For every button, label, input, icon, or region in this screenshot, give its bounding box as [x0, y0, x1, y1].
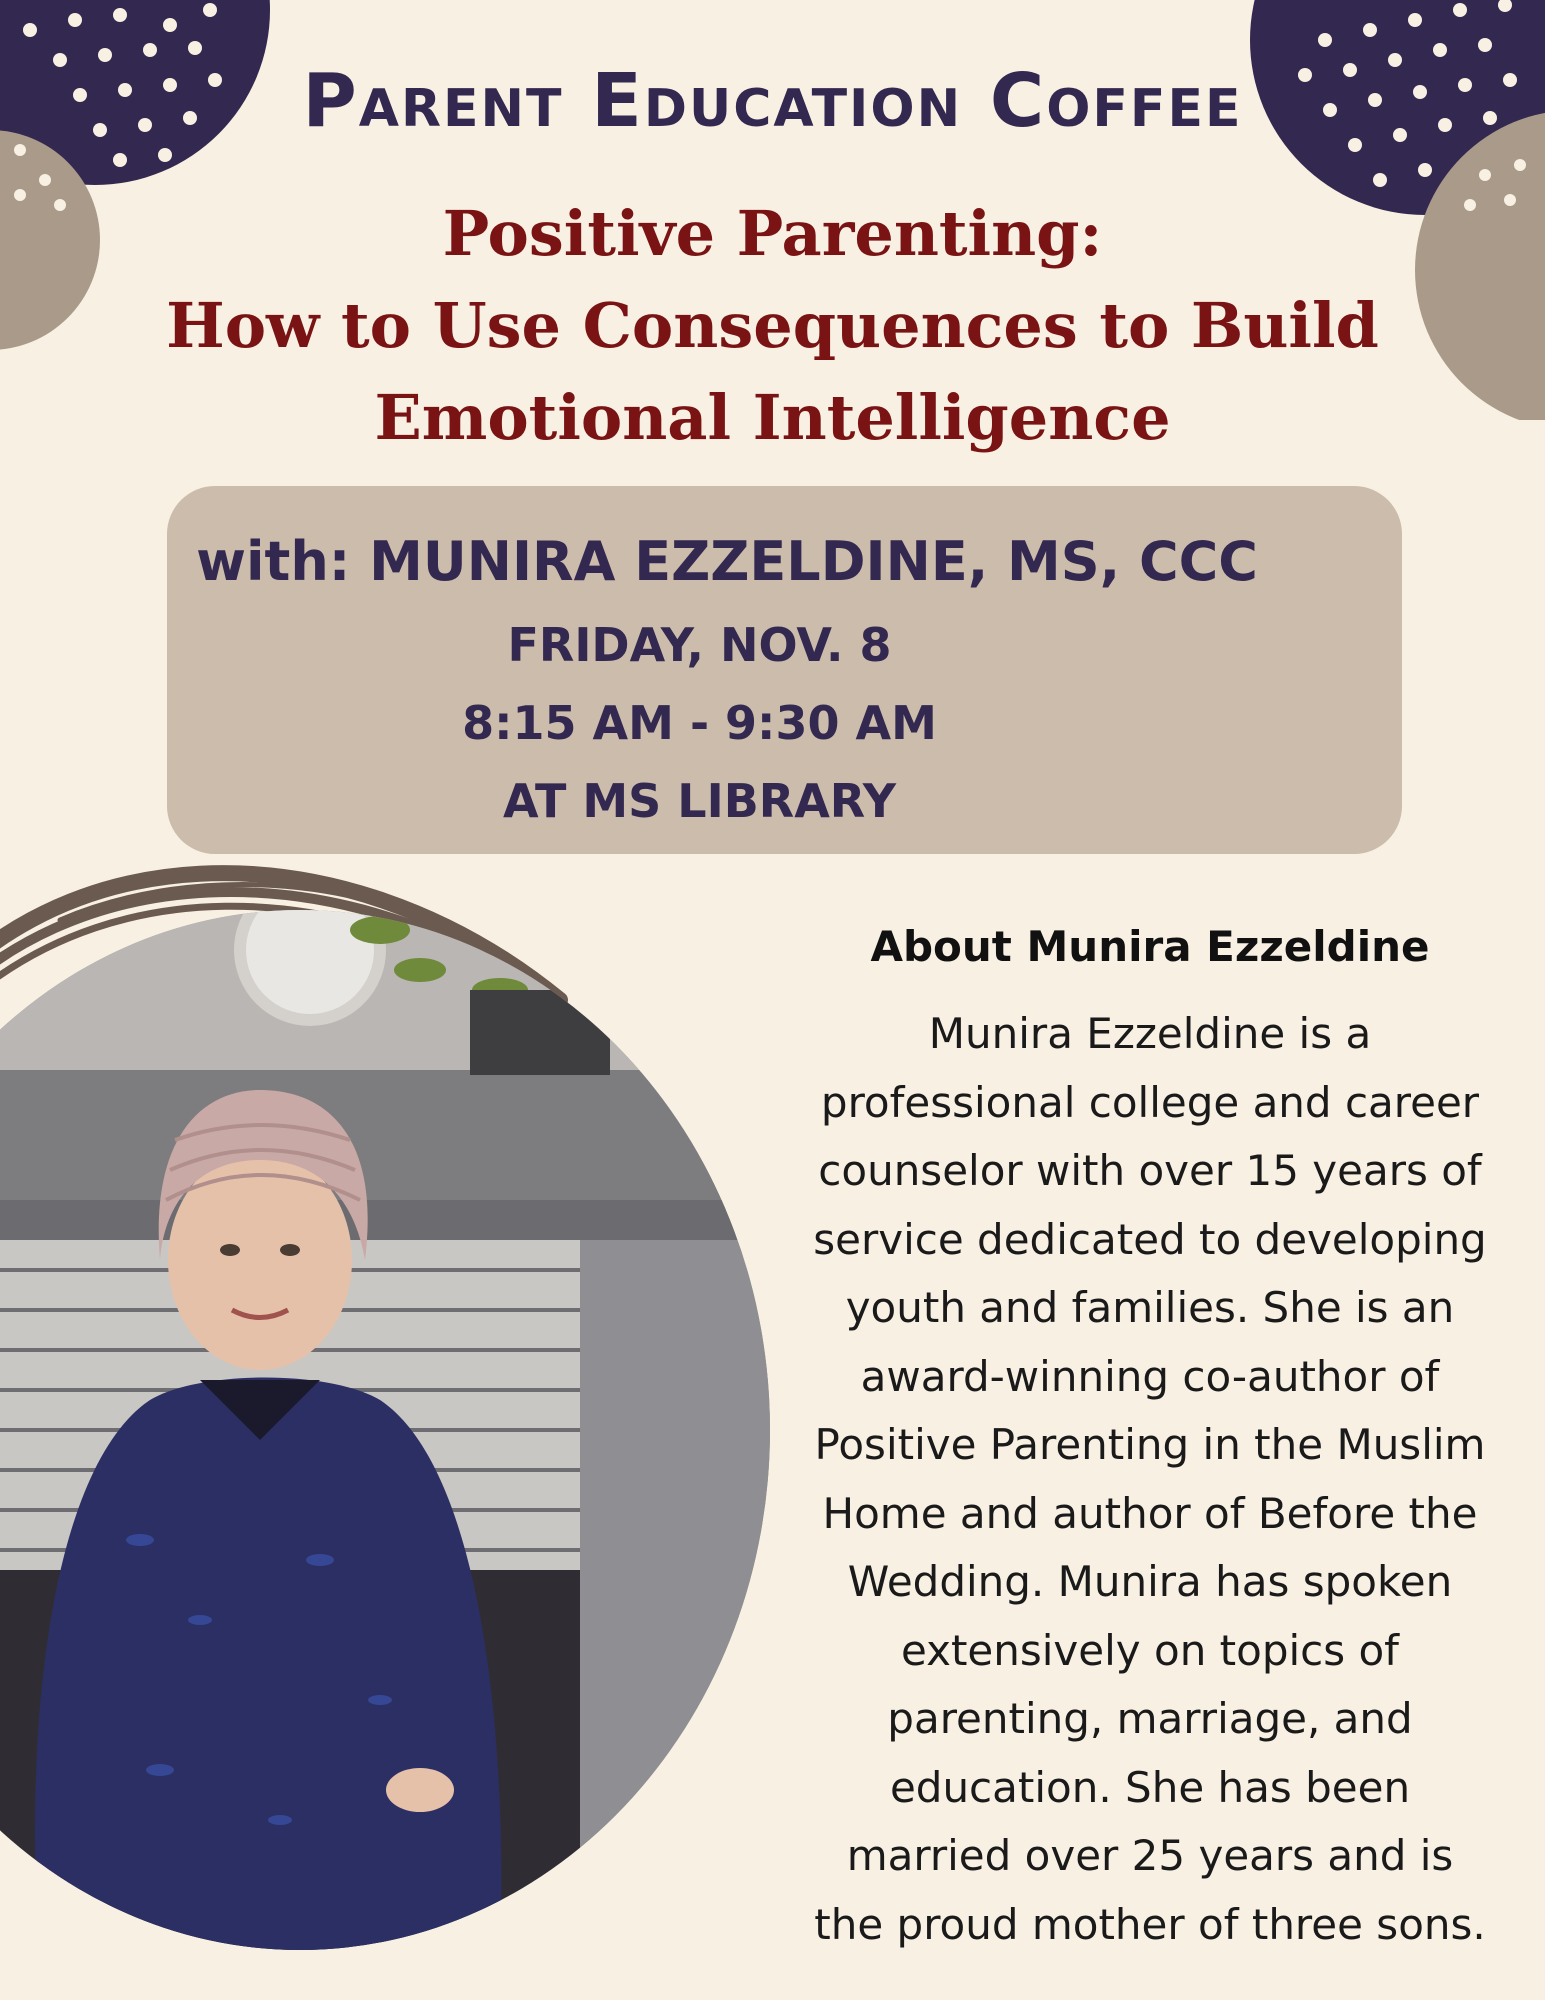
page-title: Parent Education Coffee [302, 58, 1243, 144]
about-line: award-winning co-author of [860, 1351, 1440, 1401]
about-line: Home and author of Before the [822, 1488, 1478, 1538]
about-title: About Munira Ezzeldine [870, 922, 1430, 971]
about-line: Munira Ezzeldine is a [928, 1009, 1372, 1058]
about-line: counselor with over 15 years of [818, 1146, 1482, 1195]
event-date: FRIDAY, NOV. 8 [507, 618, 892, 672]
event-subtitle [100, 188, 1445, 464]
event-location: AT MS LIBRARY [502, 774, 897, 828]
about-line: extensively on topics of [901, 1625, 1399, 1675]
subtitle-line-3: Emotional Intelligence [374, 381, 1171, 454]
about-line: the proud mother of three sons. [814, 1899, 1486, 1949]
about-line: service dedicated to developing [813, 1214, 1487, 1264]
event-info-box [167, 486, 1402, 854]
event-time: 8:15 AM - 9:30 AM [462, 696, 937, 750]
about-line: youth and families. She is an [845, 1283, 1455, 1332]
about-line: education. She has been [889, 1762, 1411, 1812]
speaker-portrait-photo [0, 840, 770, 1970]
subtitle-line-1: Positive Parenting: [442, 197, 1103, 270]
about-line: Wedding. Munira has spoken [847, 1557, 1453, 1606]
about-body [800, 1000, 1500, 1959]
about-line: professional college and career [820, 1077, 1480, 1127]
about-line: parenting, marriage, and [887, 1694, 1413, 1743]
subtitle-line-2: How to Use Consequences to Build [166, 289, 1379, 362]
about-line: Positive Parenting in the Muslim [814, 1420, 1486, 1469]
about-line: married over 25 years and is [846, 1831, 1454, 1880]
speaker-line: with: MUNIRA EZZELDINE, MS, CCC [196, 530, 1258, 593]
